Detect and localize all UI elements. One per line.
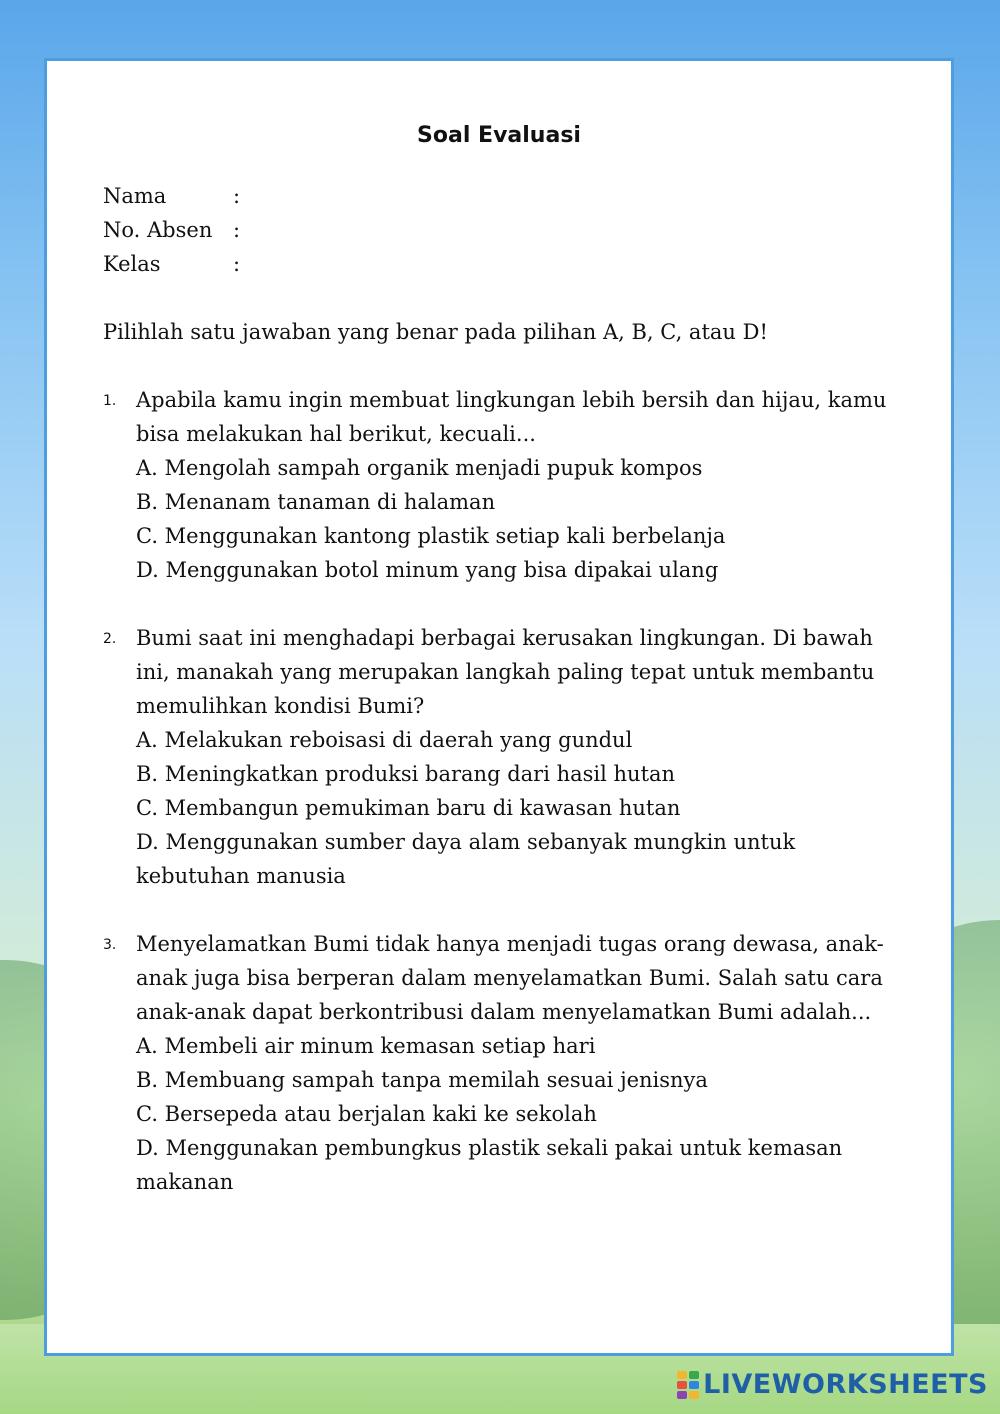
identity-field-separator: : xyxy=(233,184,241,208)
identity-field-label: No. Absen xyxy=(103,218,213,242)
identity-field-label: Kelas xyxy=(103,252,161,276)
instruction-text: Pilihlah satu jawaban yang benar pada pilihan A, B, C, atau D! xyxy=(103,320,768,344)
question-number: 3. xyxy=(103,937,117,953)
question-number: 1. xyxy=(103,393,117,409)
identity-field-no-absen xyxy=(103,213,903,247)
question-text: Apabila kamu ingin membuat lingkungan lebih bersih dan hijau, kamu bisa melakukan hal berikut, kecuali... xyxy=(136,388,887,446)
answer-option-a[interactable]: A. Melakukan reboisasi di daerah yang gundul xyxy=(136,728,633,752)
answer-option-c[interactable]: C. Membangun pemukiman baru di kawasan hutan xyxy=(136,796,681,820)
question-3 xyxy=(103,927,903,1199)
answer-option-b[interactable]: B. Meningkatkan produksi barang dari hasil hutan xyxy=(136,762,676,786)
worksheet-title: Soal Evaluasi xyxy=(417,123,581,148)
brand-name: LIVEWORKSHEETS xyxy=(703,1369,988,1400)
worksheet-sheet xyxy=(44,58,954,1356)
question-text: Bumi saat ini menghadapi berbagai kerusakan lingkungan. Di bawah ini, manakah yang merupakan langkah paling tepat untuk membantu memulihkan kondisi Bumi? xyxy=(136,626,875,718)
worksheet-content xyxy=(103,179,903,1199)
question-text: Menyelamatkan Bumi tidak hanya menjadi tugas orang dewasa, anak-anak juga bisa berperan dalam menyelamatkan Bumi. Salah satu cara anak-anak dapat berkontribusi dalam menyelamatkan Bumi adalah... xyxy=(136,932,884,1024)
answer-option-d[interactable]: D. Menggunakan sumber daya alam sebanyak mungkin untuk kebutuhan manusia xyxy=(136,830,796,888)
question-2 xyxy=(103,621,903,893)
question-1 xyxy=(103,383,903,587)
answer-option-a[interactable]: A. Mengolah sampah organik menjadi pupuk kompos xyxy=(136,456,703,480)
question-body xyxy=(136,621,903,893)
identity-field-separator: : xyxy=(233,218,241,242)
identity-fields xyxy=(103,179,903,281)
question-body xyxy=(136,927,903,1199)
answer-option-b[interactable]: B. Menanam tanaman di halaman xyxy=(136,490,496,514)
question-body xyxy=(136,383,903,587)
answer-option-c[interactable]: C. Bersepeda atau berjalan kaki ke sekolah xyxy=(136,1102,597,1126)
liveworksheets-logo-icon xyxy=(677,1371,699,1399)
answer-option-c[interactable]: C. Menggunakan kantong plastik setiap kali berbelanja xyxy=(136,524,726,548)
question-number: 2. xyxy=(103,631,117,647)
identity-field-nama xyxy=(103,179,903,213)
identity-field-kelas xyxy=(103,247,903,281)
answer-option-a[interactable]: A. Membeli air minum kemasan setiap hari xyxy=(136,1034,596,1058)
answer-option-b[interactable]: B. Membuang sampah tanpa memilah sesuai jenisnya xyxy=(136,1068,708,1092)
answer-option-d[interactable]: D. Menggunakan pembungkus plastik sekali pakai untuk kemasan makanan xyxy=(136,1136,843,1194)
liveworksheets-brand[interactable] xyxy=(677,1369,988,1400)
identity-field-separator: : xyxy=(233,252,241,276)
answer-option-d[interactable]: D. Menggunakan botol minum yang bisa dipakai ulang xyxy=(136,558,719,582)
identity-field-label: Nama xyxy=(103,184,167,208)
